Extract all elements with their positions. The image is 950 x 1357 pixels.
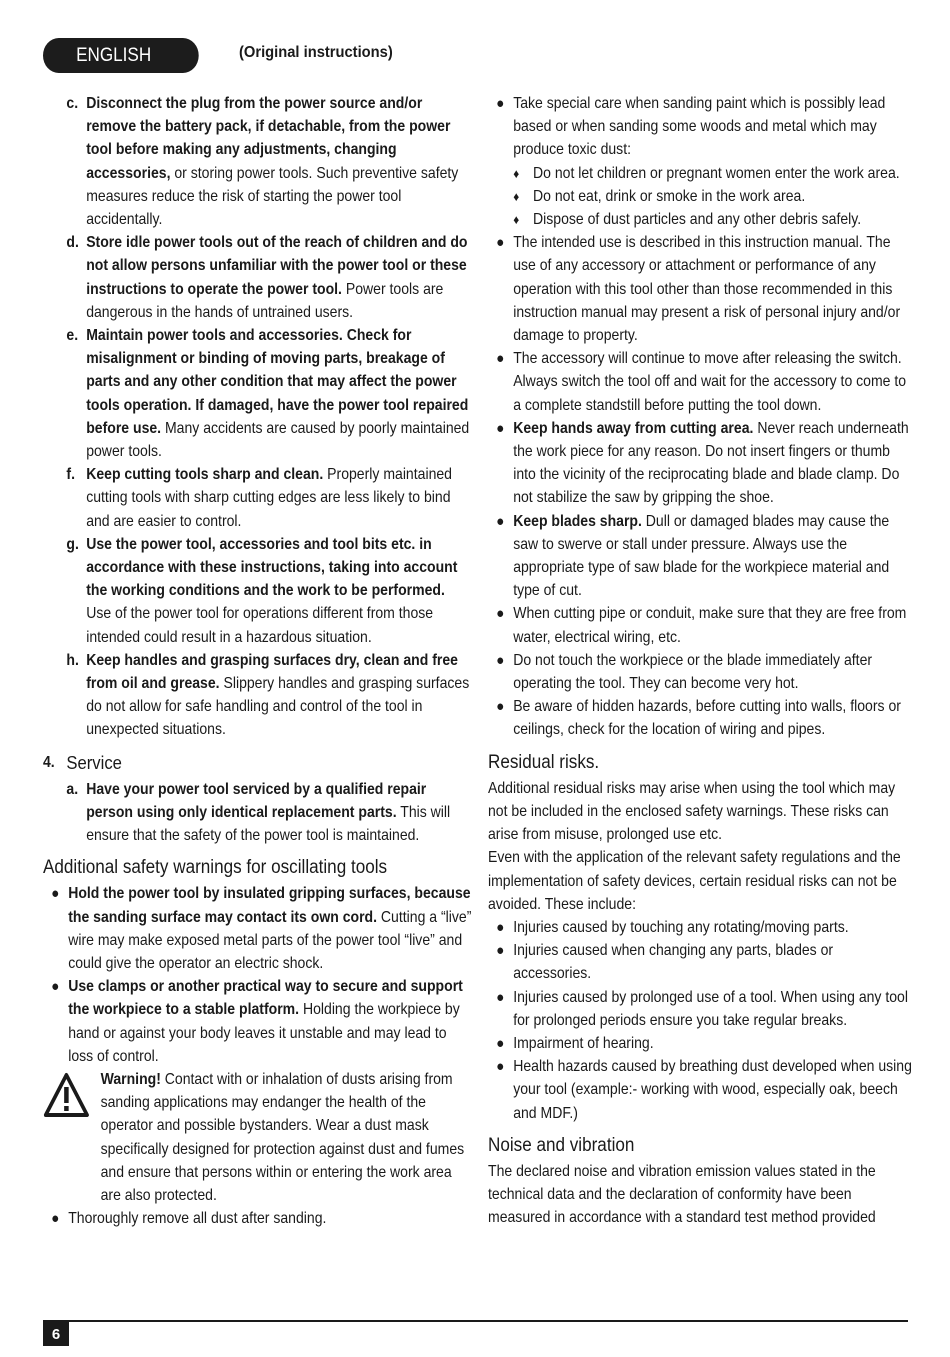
- bullet-icon: ●: [51, 1210, 60, 1228]
- bullet-icon: ●: [51, 978, 60, 996]
- sub-item: ♦ Dispose of dust particles and any other debris safely.: [488, 208, 913, 231]
- bullet-item: ● Injuries caused by touching any rotating/moving parts.: [488, 916, 913, 939]
- bullet-icon: ●: [496, 605, 505, 623]
- bullet-icon: ●: [51, 885, 60, 903]
- section-heading-residual: Residual risks.: [488, 751, 600, 773]
- list-item: d. Store idle power tools out of the reach of children and do not allow persons unfamiliar with the power tool or these instructions to operate the power tool. Power tools are dangerous in the hands of untrained users.: [66, 234, 468, 321]
- bullet-icon: ●: [496, 350, 505, 368]
- bullet-item: ● Injuries caused by prolonged use of a tool. When using any tool for prolonged periods ensure you take regular breaks.: [488, 986, 913, 1032]
- sub-item: ♦ Do not let children or pregnant women enter the work area.: [488, 162, 913, 185]
- list-item: f. Keep cutting tools sharp and clean. Properly maintained cutting tools with sharp cutting edges are less likely to bind and are easier to control.: [66, 466, 452, 530]
- bullet-item: ● Take special care when sanding paint which is possibly lead based or when sanding some woods and metal which may produce toxic dust:: [488, 92, 913, 162]
- warning-block: Warning! Contact with or inhalation of dusts arising from sanding applications may endanger the health of the operator and possible bystanders. Wear a dust mask specifically designed for protection against dust and fumes and ensure that persons within or entering the work area are also protected.: [43, 1068, 473, 1207]
- list-item: h. Keep handles and grasping surfaces dry, clean and free from oil and grease. Slippery handles and grasping surfaces do not allow for safe handling and control of the tool in unexpected situations.: [66, 651, 470, 739]
- paragraph: The declared noise and vibration emission values stated in the technical data and the declaration of conformity have been measured in accordance with a standard test method provided: [488, 1162, 876, 1227]
- page-number: 6: [43, 1322, 69, 1346]
- list-item: c. Disconnect the plug from the power source and/or remove the battery pack, if detachable, from the power tool before making any adjustments, changing accessories, or storing power tools. Such preventive safety measures reduce the risk of starting the power tool accidentally.: [66, 95, 459, 229]
- bullet-icon: ●: [496, 1058, 505, 1076]
- bullet-icon: ●: [496, 651, 505, 669]
- language-tab: [43, 38, 199, 73]
- paragraph: Additional residual risks may arise when using the tool which may not be included in the enclosed safety warnings. These risks can arise from misuse, prolonged use etc.: [488, 779, 896, 844]
- bullet-item: ● The accessory will continue to move after releasing the switch. Always switch the tool off and wait for the accessory to come to a complete standstill before putting the tool down.: [488, 347, 913, 417]
- bullet-item: ● Do not touch the workpiece or the blade immediately after operating the tool. They can become very hot.: [488, 649, 913, 695]
- bullet-item: ● The intended use is described in this instruction manual. The use of any accessory or attachment or performance of any operation with this tool other than those recommended in this instruction manual may present a risk of personal injury and/or damage to property.: [488, 231, 913, 347]
- bullet-icon: ●: [496, 1034, 505, 1052]
- bullet-item: ● Injuries caused when changing any parts, blades or accessories.: [488, 939, 913, 985]
- bullet-item: ● Use clamps or another practical way to secure and support the workpiece to a stable platform. Holding the workpiece by hand or against your body leaves it unstable and may lead to loss of control.: [43, 975, 473, 1068]
- bullet-icon: ●: [496, 942, 505, 960]
- diamond-icon: ♦: [513, 165, 520, 181]
- bullet-item: ● Thoroughly remove all dust after sanding.: [43, 1207, 473, 1230]
- list-item: e. Maintain power tools and accessories. Check for misalignment or binding of moving parts, breakage of parts and any other condition that may affect the power tools operation. If damaged, have the power tool repaired before use. Many accidents are caused by poorly maintained power tools.: [66, 327, 470, 461]
- bullet-item: ● Health hazards caused by breathing dust developed when using your tool (example:- working with wood, especially oak, beech and MDF.): [488, 1055, 913, 1125]
- section-heading-noise: Noise and vibration: [488, 1134, 635, 1156]
- bullet-icon: ●: [496, 512, 505, 530]
- diamond-icon: ♦: [513, 188, 520, 204]
- bullet-item: ● Keep blades sharp. Dull or damaged blades may cause the saw to swerve or stall under pressure. Always use the appropriate type of saw blade for the workpiece material and type of cut.: [488, 510, 913, 603]
- bullet-item: ● Impairment of hearing.: [488, 1032, 913, 1055]
- bullet-icon: ●: [496, 988, 505, 1006]
- bullet-item: ● Hold the power tool by insulated gripping surfaces, because the sanding surface may contact its own cord. Cutting a “live” wire may make exposed metal parts of the power tool “live” and could give the operator an electric shock.: [43, 882, 473, 975]
- bullet-icon: ●: [496, 918, 505, 936]
- diamond-icon: ♦: [513, 212, 520, 228]
- section-heading-additional: Additional safety warnings for oscillating tools: [43, 857, 388, 879]
- bullet-item: ● When cutting pipe or conduit, make sure that they are free from water, electrical wiring, etc.: [488, 602, 913, 648]
- bullet-icon: ●: [496, 95, 505, 112]
- language-label: ENGLISH: [76, 44, 152, 66]
- bullet-item: ● Keep hands away from cutting area. Never reach underneath the work piece for any reason. Do not insert fingers or thumb into the vicinity of the reciprocating blade and blade clamp. Do not stabilize the saw by gripping the shoe.: [488, 417, 913, 510]
- warning-triangle-icon: [43, 1072, 90, 1118]
- left-column: [43, 92, 473, 1230]
- bullet-icon: ●: [496, 234, 505, 252]
- bullet-item: ● Be aware of hidden hazards, before cutting into walls, floors or ceilings, check for the location of wiring and pipes.: [488, 695, 913, 741]
- list-item: a. Have your power tool serviced by a qualified repair person using only identical replacement parts. This will ensure that the safety of the power tool is maintained.: [66, 780, 451, 845]
- right-column: [488, 92, 913, 1229]
- bullet-icon: ●: [496, 698, 505, 716]
- original-instructions-label: (Original instructions): [239, 44, 393, 61]
- bullet-icon: ●: [496, 419, 505, 437]
- footer-divider: [43, 1320, 908, 1322]
- paragraph: Even with the application of the relevant safety regulations and the implementation of safety devices, certain residual risks can not be avoided. These include:: [488, 849, 901, 913]
- list-item: g. Use the power tool, accessories and tool bits etc. in accordance with these instructions, taking into account the working conditions and the work to be performed. Use of the power tool for operations different from those intended could result in a hazardous situation.: [66, 535, 458, 646]
- section-heading-service: 4. Service: [43, 751, 122, 773]
- sub-item: ♦ Do not eat, drink or smoke in the work area.: [488, 185, 913, 208]
